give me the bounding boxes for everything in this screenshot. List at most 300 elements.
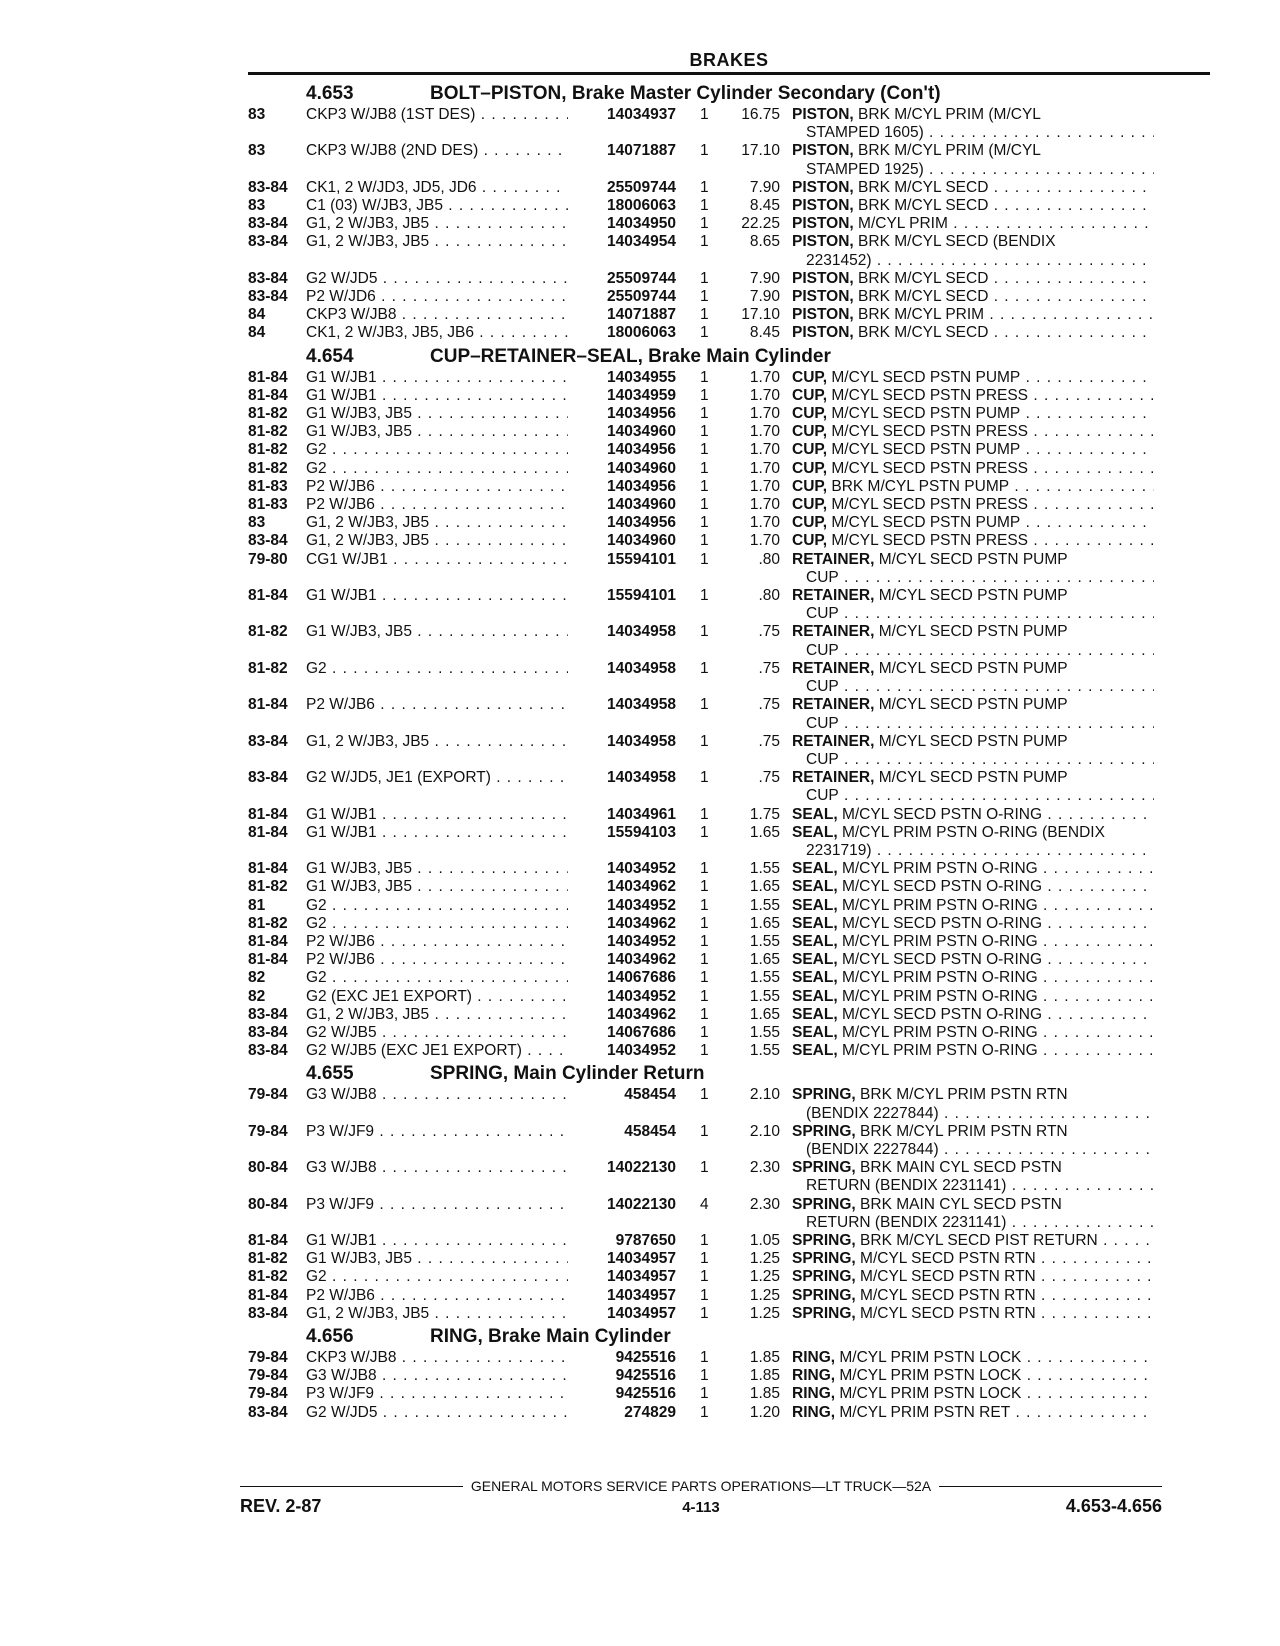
model-years: 81-82 [248,423,288,441]
model-usage: G1, 2 W/JB3, JB5 . . . [306,532,568,550]
description-text: M/CYL SECD PSTN RTN [860,1286,1036,1304]
description-text: CUP [806,787,839,805]
description-line [792,270,1154,288]
description-line [792,1042,1154,1060]
description-text: M/CYL PRIM PSTN O-RING [841,987,1038,1005]
description-text: BRK M/CYL PRIM (M/CYL [858,142,1041,160]
model-usage: G2 W/JD5 . . . [306,270,568,288]
description-text: M/CYL SECD PSTN O-RING [841,1005,1043,1023]
model-years: 81-84 [248,1231,288,1249]
model-years: 80-84 [248,1195,288,1213]
model-years: 82 [248,969,266,987]
description-text: BRK M/CYL SECD [858,269,989,287]
description-text: M/CYL SECD PSTN PUMP [831,368,1021,386]
section-number: 4.653 [306,83,354,104]
section-title: SPRING, Main Cylinder Return [430,1063,705,1085]
table-row [248,142,1210,178]
part-number: 14034958 [607,659,676,677]
table-row [248,824,1210,860]
table-row [248,660,1210,696]
part-name: SPRING, [792,1231,856,1249]
part-description [792,806,1154,824]
model-usage: P3 W/JF9 . . . [306,1385,568,1403]
description-text: M/CYL PRIM PSTN O-RING [841,1042,1038,1060]
model-years: 81-84 [248,823,288,841]
part-name: SEAL, [792,896,838,914]
description-line [792,897,1154,915]
table-row [248,1123,1210,1159]
description-line [792,1024,1154,1042]
part-number: 14034960 [607,423,676,441]
model-years: 81-82 [248,405,288,423]
part-name: RETAINER, [792,696,875,714]
section-heading [248,1061,1210,1086]
part-description [792,496,1154,514]
footer-rule-right [939,1486,1162,1487]
model-years: 81-82 [248,914,288,932]
part-description [792,897,1154,915]
description-text: BRK M/CYL SECD [858,197,989,215]
table-row [248,1196,1210,1232]
table-row [248,878,1210,896]
quantity: 1 [700,550,709,568]
part-name: CUP, [792,405,828,423]
part-number: 14034937 [607,106,676,123]
part-number: 9787650 [615,1231,676,1249]
part-description [792,306,1154,324]
part-description [792,933,1154,951]
description-continuation [792,751,1154,769]
price: 7.90 [749,178,780,196]
description-line [792,824,1154,842]
description-line [792,1367,1154,1385]
description-text: M/CYL SECD PSTN O-RING [841,914,1043,932]
model-usage: G2 . . . [306,897,568,915]
part-name: PISTON, [792,215,854,233]
description-continuation [792,642,1154,660]
quantity: 1 [700,324,709,342]
model-years: 81-83 [248,477,288,495]
price: .75 [758,769,780,787]
part-name: CUP, [792,386,828,404]
model-usage: CG1 W/JB1 . . . [306,551,568,569]
quantity: 1 [700,769,709,787]
description-line [792,387,1154,405]
part-description [792,106,1154,142]
price: 1.55 [749,969,780,987]
table-row [248,270,1210,288]
part-name: CUP, [792,532,828,550]
part-name: PISTON, [792,178,854,196]
description-line [792,988,1154,1006]
part-description [792,969,1154,987]
quantity: 1 [700,233,709,251]
part-name: RETAINER, [792,659,875,677]
part-name: SEAL, [792,969,838,987]
part-description [792,551,1154,587]
description-text: M/CYL SECD PSTN RTN [860,1268,1036,1286]
price: .80 [758,550,780,568]
part-name: SEAL, [792,878,838,896]
table-row [248,197,1210,215]
quantity: 1 [700,1042,709,1060]
model-usage: G2 . . . [306,969,568,987]
parts-table [248,1086,1210,1323]
part-description [792,197,1154,215]
price: 1.65 [749,914,780,932]
part-number: 14034962 [607,914,676,932]
model-usage: G1 W/JB3, JB5 . . . [306,623,568,641]
table-row [248,1006,1210,1024]
quantity: 1 [700,1005,709,1023]
description-text: M/CYL SECD PSTN RTN [860,1250,1036,1268]
quantity: 1 [700,623,709,641]
section-number: 4.654 [306,345,354,367]
part-name: SPRING, [792,1159,856,1177]
table-row [248,1404,1210,1422]
description-continuation [792,1105,1154,1123]
table-row [248,969,1210,987]
table-row [248,951,1210,969]
part-description [792,1024,1154,1042]
description-line [792,806,1154,824]
part-number: 14034962 [607,1005,676,1023]
quantity: 1 [700,696,709,714]
description-continuation [792,252,1154,270]
description-text: STAMPED 1925) [806,160,924,178]
part-description [792,1250,1154,1268]
price: 1.25 [749,1250,780,1268]
part-name: RING, [792,1403,836,1421]
description-text: M/CYL PRIM PSTN O-RING [841,860,1038,878]
description-line [792,878,1154,896]
part-description [792,1385,1154,1403]
description-continuation [792,1177,1154,1195]
description-text: BRK M/CYL SECD [858,178,989,196]
part-name: CUP, [792,496,828,514]
footer-line [240,1478,1162,1494]
model-years: 81-84 [248,587,288,605]
description-text: M/CYL PRIM PSTN RET [839,1403,1011,1421]
model-usage: CKP3 W/JB8 (2ND DES) . . . [306,142,568,160]
description-line [792,288,1154,306]
description-text: M/CYL PRIM [858,215,948,233]
description-text: CUP [806,750,839,768]
table-row [248,1250,1210,1268]
model-years: 80-84 [248,1159,288,1177]
part-description [792,369,1154,387]
part-number: 9425516 [615,1385,676,1403]
model-usage: C1 (03) W/JB3, JB5 . . . [306,197,568,215]
description-text: M/CYL SECD PSTN PRESS [831,459,1029,477]
price: 1.85 [749,1385,780,1403]
price: 8.45 [749,197,780,215]
price: 8.45 [749,324,780,342]
price: 17.10 [741,306,780,324]
price: 1.25 [749,1268,780,1286]
model-usage: G1 W/JB1 . . . [306,369,568,387]
description-text: M/CYL SECD PSTN PUMP [878,587,1068,605]
table-row [248,1042,1210,1060]
model-years: 79-84 [248,1086,288,1104]
price: .75 [758,623,780,641]
quantity: 1 [700,1403,709,1421]
description-line [792,860,1154,878]
model-years: 83 [248,142,266,160]
model-usage: P2 W/JB6 . . . [306,496,568,514]
quantity: 1 [700,587,709,605]
model-years: 79-84 [248,1122,288,1140]
part-name: SPRING, [792,1122,856,1140]
description-line [792,460,1154,478]
quantity: 1 [700,1268,709,1286]
quantity: 1 [700,459,709,477]
table-row [248,587,1210,623]
table-row [248,915,1210,933]
description-line [792,496,1154,514]
section-range: 4.653-4.656 [1065,1496,1162,1516]
description-line [792,1305,1154,1323]
quantity: 1 [700,142,709,160]
description-text: M/CYL SECD PSTN RTN [860,1304,1036,1322]
description-continuation [792,787,1154,805]
part-number: 14034952 [607,932,676,950]
part-description [792,860,1154,878]
description-text: M/CYL PRIM PSTN LOCK [839,1367,1022,1385]
part-name: PISTON, [792,288,854,306]
part-number: 25509744 [607,288,676,306]
section-title: BOLT–PISTON, Brake Master Cylinder Secondary (Con't) [430,83,941,104]
model-years: 82 [248,987,266,1005]
description-continuation [792,678,1154,696]
quantity: 1 [700,932,709,950]
description-text: BRK M/CYL SECD [858,288,989,306]
description-text: M/CYL SECD PSTN O-RING [841,951,1043,969]
price: 1.05 [749,1231,780,1249]
part-number: 14034961 [607,805,676,823]
price: 1.70 [749,496,780,514]
quantity: 1 [700,1159,709,1177]
model-years: 81-82 [248,623,288,641]
table-row [248,1024,1210,1042]
quantity: 1 [700,514,709,532]
description-text: BRK M/CYL SECD PIST RETURN [860,1231,1098,1249]
model-years: 81-82 [248,459,288,477]
table-row [248,532,1210,550]
part-number: 14034960 [607,496,676,514]
part-description [792,1404,1154,1422]
footer-center-text: GENERAL MOTORS SERVICE PARTS OPERATIONS—LT TRUCK—52A [470,1478,932,1494]
part-description [792,478,1154,496]
description-text: M/CYL SECD PSTN PUMP [878,732,1068,750]
table-row [248,1159,1210,1195]
model-years: 79-84 [248,1349,288,1366]
price: 1.70 [749,386,780,404]
model-usage: G2 (EXC JE1 EXPORT) . . . [306,988,568,1006]
price: 2.10 [749,1122,780,1140]
part-description [792,1305,1154,1323]
part-number: 14034957 [607,1268,676,1286]
model-years: 79-84 [248,1385,288,1403]
price: 1.70 [749,423,780,441]
model-usage: G2 . . . [306,1268,568,1286]
description-text: (BENDIX 2227844) [806,1140,939,1158]
model-usage: G1 W/JB1 . . . [306,387,568,405]
part-number: 14034962 [607,878,676,896]
part-description [792,733,1154,769]
table-row [248,306,1210,324]
part-number: 15594103 [607,823,676,841]
price: 1.85 [749,1367,780,1385]
model-years: 83-84 [248,1005,288,1023]
model-usage: P3 W/JF9 . . . [306,1123,568,1141]
part-description [792,1349,1154,1367]
catalog-page [248,48,1210,1422]
part-description [792,142,1154,178]
part-number: 14034956 [607,514,676,532]
model-years: 81-84 [248,860,288,878]
quantity: 1 [700,288,709,306]
table-row [248,988,1210,1006]
part-number: 14034956 [607,477,676,495]
quantity: 1 [700,1023,709,1041]
part-name: PISTON, [792,233,854,251]
description-text: 2231452) [806,251,872,269]
description-line [792,1287,1154,1305]
model-usage: G1 W/JB1 . . . [306,824,568,842]
part-number: 14071887 [607,142,676,160]
description-line [792,1196,1154,1214]
description-text: M/CYL PRIM PSTN LOCK [839,1349,1022,1366]
description-line [792,197,1154,215]
model-usage: G1, 2 W/JB3, JB5 . . . [306,233,568,251]
description-line [792,179,1154,197]
part-name: CUP, [792,441,828,459]
description-text: M/CYL SECD PSTN PUMP [831,405,1021,423]
part-name: PISTON, [792,142,854,160]
part-name: SPRING, [792,1304,856,1322]
price: 1.55 [749,987,780,1005]
quantity: 1 [700,805,709,823]
part-description [792,1367,1154,1385]
price: .75 [758,696,780,714]
model-usage: G1 W/JB3, JB5 . . . [306,860,568,878]
description-line [792,1232,1154,1250]
description-text: BRK M/CYL PSTN PUMP [831,477,1010,495]
part-number: 14034952 [607,860,676,878]
part-number: 14034958 [607,623,676,641]
model-years: 83-84 [248,269,288,287]
section-heading [248,1324,1210,1349]
part-number: 18006063 [607,197,676,215]
description-line [792,106,1154,124]
part-name: RETAINER, [792,550,875,568]
section-number: 4.656 [306,1326,354,1347]
description-text: M/CYL SECD PSTN PUMP [831,514,1021,532]
description-text: BRK M/CYL SECD [858,324,989,342]
description-line [792,142,1154,160]
section-heading [248,344,1210,369]
quantity: 1 [700,823,709,841]
part-number: 14034956 [607,441,676,459]
description-continuation [792,605,1154,623]
model-years: 81 [248,896,266,914]
table-row [248,478,1210,496]
part-number: 14034957 [607,1286,676,1304]
part-number: 458454 [624,1086,676,1104]
model-usage: G3 W/JB8 . . . [306,1367,568,1385]
price: 1.75 [749,805,780,823]
table-row [248,551,1210,587]
part-description [792,387,1154,405]
model-usage: CKP3 W/JB8 . . . [306,1349,568,1367]
model-years: 83-84 [248,288,288,306]
part-name: CUP, [792,423,828,441]
model-usage: P2 W/JB6 . . . [306,1287,568,1305]
description-text: 2231719) [806,841,872,859]
description-text: M/CYL SECD PSTN PRESS [831,423,1029,441]
part-name: SEAL, [792,860,838,878]
part-name: PISTON, [792,197,854,215]
description-line [792,306,1154,324]
part-description [792,460,1154,478]
quantity: 1 [700,860,709,878]
model-usage: G1 W/JB3, JB5 . . . [306,405,568,423]
description-line [792,733,1154,751]
description-text: M/CYL SECD PSTN PUMP [878,659,1068,677]
model-usage: G1, 2 W/JB3, JB5 . . . [306,1006,568,1024]
price: 1.55 [749,1042,780,1060]
model-years: 83 [248,514,266,532]
section-title: RING, Brake Main Cylinder [430,1326,671,1347]
part-name: RING, [792,1385,836,1403]
part-description [792,878,1154,896]
description-text: CUP [806,641,839,659]
part-name: SPRING, [792,1286,856,1304]
price: 1.70 [749,459,780,477]
price: 22.25 [741,215,780,233]
description-text: M/CYL SECD PSTN O-RING [841,805,1043,823]
description-text: BRK MAIN CYL SECD PSTN [860,1159,1062,1177]
description-line [792,324,1154,342]
quantity: 1 [700,106,709,123]
footer-rule-left [240,1486,463,1487]
model-usage: G1 W/JB1 . . . [306,587,568,605]
revision-label: REV. 2-87 [240,1496,322,1516]
part-number: 25509744 [607,269,676,287]
description-line [792,1006,1154,1024]
part-name: SPRING, [792,1250,856,1268]
table-row [248,1349,1210,1367]
table-row [248,496,1210,514]
part-description [792,1268,1154,1286]
description-line [792,405,1154,423]
description-line [792,1250,1154,1268]
model-usage: P2 W/JB6 . . . [306,951,568,969]
quantity: 1 [700,969,709,987]
price: 1.70 [749,532,780,550]
model-usage: G1 W/JB3, JB5 . . . [306,423,568,441]
parts-table [248,106,1210,343]
table-row [248,1287,1210,1305]
part-number: 14034952 [607,987,676,1005]
table-row [248,1268,1210,1286]
page-header-title: BRAKES [689,50,769,70]
description-line [792,215,1154,233]
header-rule [248,72,1210,75]
price: 1.70 [749,514,780,532]
table-row [248,369,1210,387]
